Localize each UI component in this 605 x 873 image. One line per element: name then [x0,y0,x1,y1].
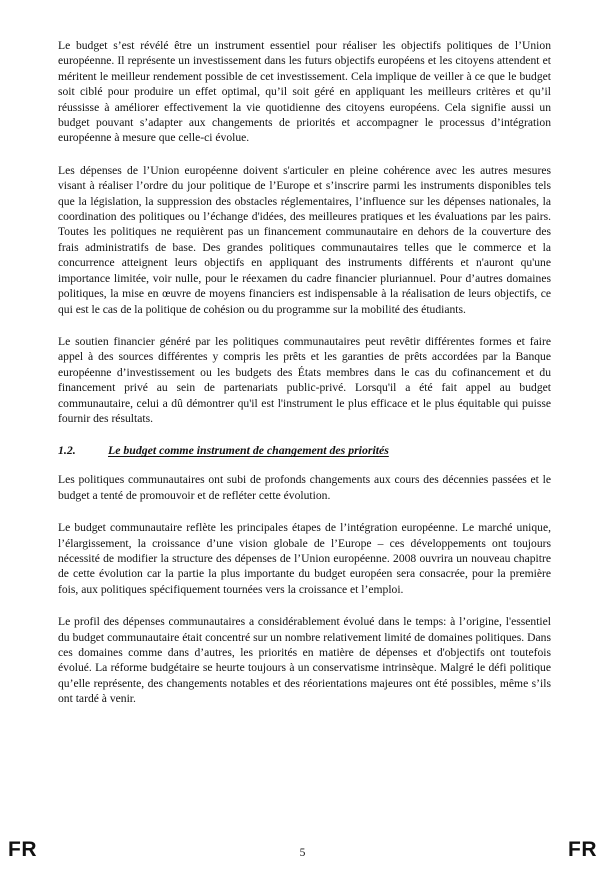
section-number: 1.2. [58,443,76,458]
section-heading [58,443,551,458]
language-code-left: FR [8,838,37,861]
page-body [58,38,551,724]
paragraph-eu-spending-coherence: Les dépenses de l’Union européenne doivent s'articuler en pleine cohérence avec les autres mesures visant à réaliser l’ordre du jour politique de l’Europe et s’inscrire parmi les instruments disponibles tels que la législation, la suppression des obstacles réglementaires, l’influence sur les dépenses nationales, la coordination des politiques ou l’échange d'idées, des meilleures pratiques et les évaluations par les pairs. Toutes les politiques ne requièrent pas un financement communautaire en dehors de la couverture des frais administratifs de base. Des grandes politiques communautaires telles que le commerce et la concurrence atteignent leurs objectifs en appliquant des instruments différents et n'auront qu'une importance limitée, voir nulle, pour le réexamen du cadre financier pluriannuel. Pour d’autres domaines politiques, la mise en œuvre de moyens financiers est indispensable à la réalisation de leurs objectifs, ce qui est le cas de la politique de cohésion ou du programme sur la mobilité des étudiants. [58,163,551,316]
page-number: 5 [299,847,306,859]
paragraph-financial-support: Le soutien financier généré par les politiques communautaires peut revêtir différentes formes et faire appel à des sources différentes y compris les prêts et les garanties de prêts accordées par la Banque européenne d’investissement ou les budgets des États membres dans le cas du cofinancement et du financement privé au sein de partenariats public-privé. Lorsqu'il a été fait appel au budget communautaire, celui a dû démontrer qu'il est l'instrument le plus efficace et le plus équitable qui puisse fournir des résultats. [58,334,551,425]
paragraph-integration-stages: Le budget communautaire reflète les principales étapes de l’intégration européenne. Le marché unique, l’élargissement, la croissance d’une vision globale de l’Europe – ces développements ont toujours nécessité de modifier la structure des dépenses de l’Union européenne. 2008 ouvrira un nouveau chapitre de cette évolution car la partie la plus importante du budget européen sera consacrée, pour la première fois, aux politiques spécifiquement tournées vers la croissance et l’emploi. [58,521,551,596]
section-title: Le budget comme instrument de changement des priorités [108,443,389,458]
paragraph-policy-changes: Les politiques communautaires ont subi de profonds changements aux cours des décennies passées et le budget a tenté de promouvoir et de refléter cette évolution. [58,473,551,502]
paragraph-budget-instrument: Le budget s’est révélé être un instrument essentiel pour réaliser les objectifs politiques de l’Union européenne. Il représente un investissement dans les futurs objectifs européens et les citoyens attendent et méritent le meilleur rendement possible de cet investissement. Cela implique de veiller à ce que le budget soit ciblé pour produire un effet optimal, qu’il soit géré en appliquant les meilleurs critères et qu’il réussisse à améliorer effectivement la vie quotidienne des citoyens européens. Cela signifie aussi un budget pouvant s’adapter aux changements de priorités et accompagner le processus d’intégration européenne à mesure que celle-ci évolue. [58,39,551,145]
paragraph-spending-profile: Le profil des dépenses communautaires a considérablement évolué dans le temps: à l’origine, l'essentiel du budget communautaire était concentré sur un nombre relativement limité de domaines politiques. Dans ces domaines comme dans d’autres, les priorités en matière de dépenses et d'objectifs ont toutefois évolué. La réforme budgétaire se heurte toujours à un conservatisme intrinsèque. Malgré le défi politique qu’elle représente, des changements notables et des réorientations majeures ont été possibles, même s’ils ont tardé à venir. [58,615,551,706]
language-code-right: FR [568,838,597,861]
